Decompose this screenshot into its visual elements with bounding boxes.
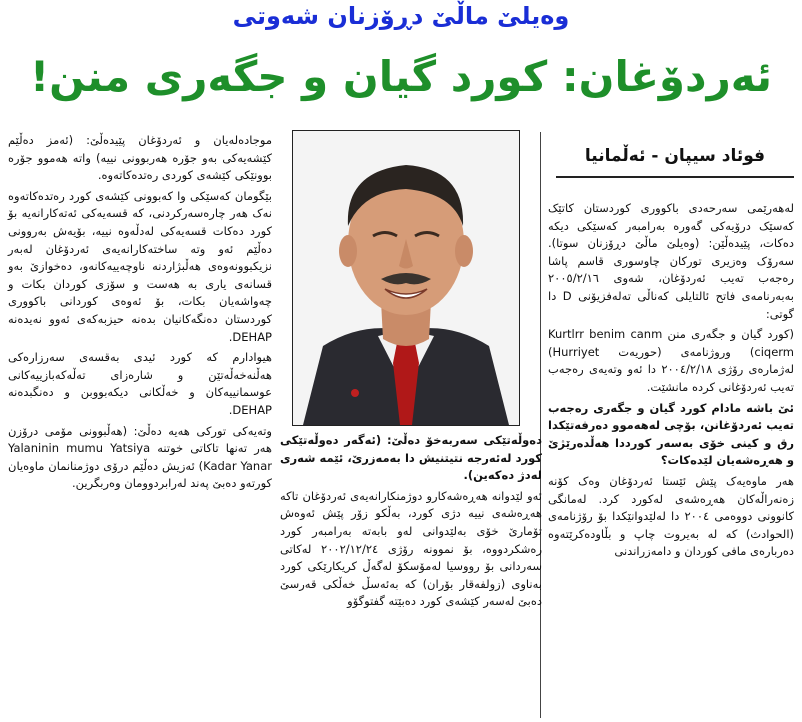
left-paragraph-4: وتەیەکی تورکی هەیە دەڵێ: (هەڵبوونی مۆمی درۆزن هەر تەنها تاکاتی خوتنە Yalaninin mumu Yatsiya Kadar Yanar) ئەزیش دەڵێم درۆی دوژمنانمان ماوەیان کورتەو دەبێ پەند لەرابردوومان وەربگرین. [8,423,272,491]
middle-paragraph-1: ئەو لێدوانە هەڕەشەکارو دوژمنکارانەیەی ئەردۆغان تاکە هەڕەشەی نییە دژی کورد، بەڵکو زۆر پێش ئەوەش تۆمارێ خۆی بەلێدوانی لەو بابەتە بەرامبەر کورد رەشکردووە، بۆ نموونە رۆژی ٢٠٠٢/١٢/٢٤ لەکاتی سەردانی بۆ رووسیا لەمۆسکۆ لەگەڵ کریکارێکی کورد بەناوی (زولفەقار بۆران) کە بەئەسڵ خەڵکی قەرسێ دەبێ لەسەر کێشەی کورد دەبێتە گفتوگۆو [280,488,543,609]
right-paragraph-2: (کورد گیان و جگەری منن Kurtlrr benim canm ciqerm) وروژنامەی (حوریەت Hurriyet) لەژمارەی رۆژی ٢٠٠٤/٢/١٨ دا ئەو وتەیەی رەجەب تەیب ئەردۆغانی کردە مانشێت. [548,327,794,394]
column-divider-right [540,132,541,718]
byline-underline [556,176,794,178]
right-column [548,200,794,564]
left-paragraph-1: موجادەلەیان و ئەردۆغان پێیدەڵێ: (ئەمز دەڵێم کێشەیەکی بەو جۆرە هەربوونی نییە) واتە هەموو جۆرە بوونێکی کێشەی کوردی رەتدەکاتەوە. [8,133,272,183]
kicker-title: وەیلێ ماڵێ دڕۆزنان شەوتی [232,2,570,30]
portrait-icon [293,131,519,425]
left-paragraph-3: هیوادارم کە کورد ئیدی بەقسەی سەرزارەکی هەڵنەخەڵەتێن و شارەزای تەڵەکەبازییەکانی عوسمانییەکان و خەڵکانی دیکەبووبن و دەنگبدەنە DEHAP. [8,350,272,417]
right-paragraph-4: هەر ماوەیەک پێش ئێستا ئەردۆغان وەک کۆنە زەنەراڵەکان هەڕەشەی لەکورد کرد. لەمانگی کانوونی دووەمی ٢٠٠٤ دا لەلێدوانێکدا بۆ رۆژنامەی (الحوادث) کە لە بەیروت چاپ و بڵاودەکرێتەوە دەربارەی مافی کوردان و دامەزراندنی [548,473,794,559]
headline: ئەردۆغان: کورد گیان و جگەری منن! [29,52,772,101]
right-paragraph-3: ئێ باشە مادام کورد گیان و جگەری رەجەب تەیب ئەردۆغانن، بۆچی لەهەموو دەرفەتێکدا رق و کینی خۆی بەسەر کورددا هەڵدەرێژێ و هەڕەشەیان لێدەکات؟ [548,400,794,468]
right-paragraph-1: لەهەرێمی سەرحەدی باکووری کوردستان کاتێک کەسێک درۆیەکی گەورە بەرامبەر کەسێکی دیکە دەکات، پێیدەڵێن: (وەیلێ ماڵێ دڕۆزنان سوتا). سەرۆک وەزیری تورکان چاوسوری قاسم پاشا رەجەب تەیب ئەردۆغان، شەوی ٢٠٠٥/٢/١٦ بەبەرنامەی فاتح ئالتایلی کەناڵی تەلەفزیۆنی D دا گوتی: [548,201,794,321]
left-column [8,132,272,496]
portrait-photo [292,130,520,426]
middle-lead: دەوڵەتێکی سەربەخۆ دەڵێ: (ئەگەر دەوڵەتێکی کورد لەئەرجە نتیتنیش دا بەمەزرێ، ئێمە شەری لەدژ دەکەین). [280,433,542,483]
left-paragraph-2: بێگومان کەسێکی وا کەبوونی کێشەی کورد رەتدەکاتەوە نەک هەر چارەسەرکردنی، کە قسەیەکی ئەتەکارانەیە بۆ کورد دەکات قسەیەکی لەدڵەوە نییە، بۆیەش بەروونی دەڵێم ئەو وتە ساختەکارانەیەی ئەردۆغان لەبەر نزیکبوونەوەی هەڵبژاردنە ناوچەییەکانەو، دەخوازێ بەو قسانەی یاری بە هەست و سۆزی کوردان بکات و چەواشەیان بکات، بۆ ئەوەی کوردانی باکووری کوردستان دەنگەکانیان بدەنە حیزبەکەی ئەوو نەیدەنە DEHAP. [8,188,272,344]
middle-column [280,432,542,614]
byline: فوئاد سیپان - ئەڵمانیا [584,146,766,166]
